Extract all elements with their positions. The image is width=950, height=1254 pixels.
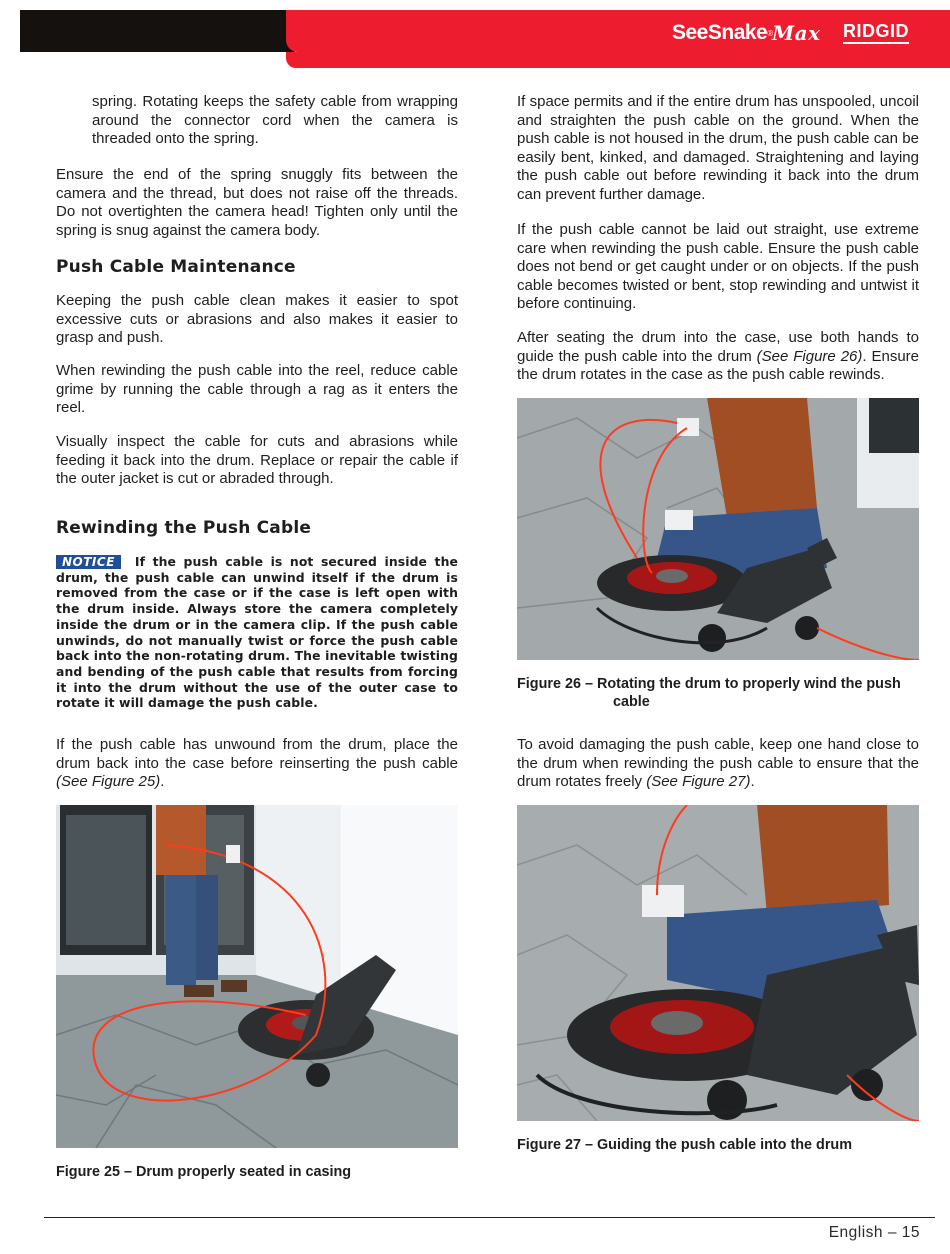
max-logo: Max: [772, 21, 821, 45]
paragraph-space-permits: If space permits and if the entire drum has unspooled, uncoil and straighten the push cable on the ground. When the push cable is not housed in the drum, the push cable can be easily bent, kinked, and damaged. Straightening and laying the push cable out before rewinding it back into the drum can prevent further damage.: [517, 93, 919, 203]
footer-rule: [44, 1217, 935, 1218]
notice-block: [56, 554, 458, 711]
figure-26-caption-line-1: Figure 26 – Rotating the drum to properly wind the push: [517, 676, 901, 692]
left-column: [56, 93, 458, 149]
paragraph-visually-wrap: [56, 433, 458, 489]
paragraph-rewinding-reel: When rewinding the push cable into the reel, reduce cable grime by running the cable through a rag as it enters the reel.: [56, 362, 458, 417]
figure-27-caption: Figure 27 – Guiding the push cable into the drum: [517, 1137, 853, 1153]
heading-rewinding-push-cable: Rewinding the Push Cable: [56, 518, 312, 538]
page-footer-label: English – 15: [828, 1224, 920, 1241]
header-red-strip: [286, 52, 950, 68]
paragraph-spring: spring. Rotating keeps the safety cable from wrapping around the connector cord when the camera is threaded onto the spring.: [92, 93, 458, 148]
heading-push-cable-maintenance: Push Cable Maintenance: [56, 257, 296, 277]
figure-25-caption: Figure 25 – Drum properly seated in casing: [56, 1164, 352, 1180]
paragraph-unwound-wrap: [56, 736, 458, 792]
figure-27-caption-wrap: [517, 1136, 919, 1154]
figure-27-reference: (See Figure 27): [646, 773, 751, 791]
figure-25-reference: (See Figure 25): [56, 773, 161, 791]
heading-rewinding-wrap: [56, 519, 458, 538]
paragraph-ensure: Ensure the end of the spring snuggly fits between the camera and the thread, but does not raise off the threads. Do not overtighten the camera head! Tighten only until the spring is snug against the camera body.: [56, 166, 458, 239]
figure-27-photo: [517, 805, 919, 1121]
figure-25-caption-wrap: [56, 1163, 458, 1181]
paragraph-cannot-wrap: [517, 221, 919, 314]
left-paragraph-ensure-wrap: [56, 166, 458, 240]
paragraph-space-wrap: [517, 93, 919, 205]
paragraph-avoid-damaging: To avoid damaging the push cable, keep one hand close to the drum when rewinding the push cable to ensure that the drum rotates freely (See Figure 27).: [517, 736, 919, 791]
figure-26-caption-wrap: [517, 675, 919, 711]
ridgid-logo: RIDGID: [843, 20, 909, 44]
paragraph-cannot-straight: If the push cable cannot be laid out straight, use extreme care when rewinding the push cable. Ensure the push cable does not bend or get caught under or on objects. If the push cable becomes twisted or bent, stop rewinding and untwist it before continuing.: [517, 221, 919, 313]
notice-paragraph: [56, 554, 458, 711]
paragraph-after-wrap: [517, 329, 919, 385]
seesnake-logo: SeeSnake ®: [672, 21, 773, 44]
paragraph-after-seating: After seating the drum into the case, use both hands to guide the push cable into the drum (See Figure 26). Ensure the drum rotates in the case as the push cable rewinds.: [517, 329, 919, 384]
figure-26-caption-line-2: cable: [613, 694, 650, 710]
paragraph-unwound: If the push cable has unwound from the drum, place the drum back into the case before reinserting the push cable (See Figure 25).: [56, 736, 458, 791]
figure-25-illustration: [56, 805, 458, 1148]
paragraph-visually-inspect: Visually inspect the cable for cuts and abrasions while feeding it back into the drum. Replace or repair the cable if the outer jacket is cut or abraded through.: [56, 433, 458, 488]
heading-maintenance-wrap: [56, 258, 458, 277]
header-black-block: [20, 10, 295, 52]
figure-26-illustration: [517, 398, 919, 660]
figure-26-reference: (See Figure 26): [756, 347, 863, 365]
paragraph-rewinding-wrap: [56, 362, 458, 418]
figure-27-illustration: [517, 805, 919, 1121]
paragraph-keeping-wrap: [56, 292, 458, 348]
figure-25-photo: [56, 805, 458, 1148]
notice-badge: NOTICE: [56, 555, 121, 569]
figure-26-photo: [517, 398, 919, 660]
notice-text: If the push cable is not secured inside the drum, the push cable can unwind itself if the drum is removed from the case or if the case is left open with the drum inside. Always store the camera completely inside the drum or in the camera clip. If the push cable unwinds, do not manually twist or force the push cable back into the non-rotating drum. The inevitable twisting and bending of the push cable that results from forcing it into the drum without the use of the outer case to rotate it will damage the push cable.: [56, 554, 458, 711]
paragraph-avoid-wrap: [517, 736, 919, 792]
paragraph-keeping: Keeping the push cable clean makes it easier to spot excessive cuts or abrasions and also makes it easier to grasp and push.: [56, 292, 458, 347]
